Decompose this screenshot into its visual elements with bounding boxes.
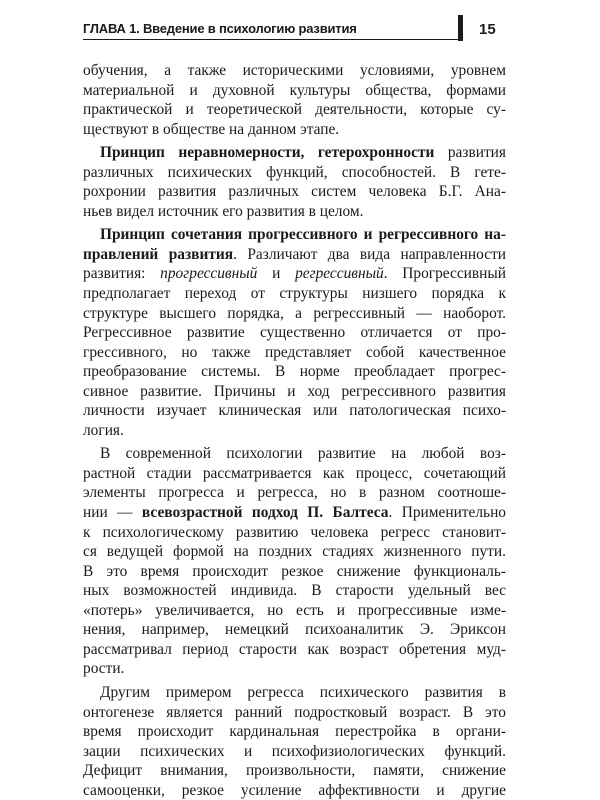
text-segment: нения, например, немецкий психоаналитик Э. Эриксон <box>83 621 506 639</box>
text-segment: онтогенезе является ранний подростковый возраст. В это <box>83 703 506 721</box>
text-segment: В современной психологии развитие на любой воз- <box>100 445 506 463</box>
text-line <box>83 722 506 742</box>
text-segment: личности изучает клиническая или патологическая психо- <box>83 402 506 420</box>
text-line <box>83 640 506 660</box>
text-segment: В это время происходит резкое снижение функциональ- <box>83 562 506 580</box>
bold-term: всевозрастной подход П. Балтеса <box>141 504 389 522</box>
text-segment: элементы прогресса и регресса, но в разном соотноше- <box>83 484 506 502</box>
italic-term: прогрессивный <box>160 265 258 283</box>
text-line <box>83 120 506 140</box>
text-segment: . Различают два вида направленности <box>233 245 506 263</box>
text-line <box>83 761 506 781</box>
text-line <box>83 61 506 81</box>
text-segment: к психологическому развитию человека регресс становит- <box>83 523 506 541</box>
text-segment: растной стадии рассматривается как процесс, сочетающий <box>83 464 506 482</box>
text-line <box>83 483 506 503</box>
text-line <box>83 601 506 621</box>
text-segment: . Прогрессивный <box>383 265 506 283</box>
text-line <box>83 382 506 402</box>
text-segment: рохронии развития различных систем человека Б.Г. Ана- <box>83 183 506 201</box>
paragraph <box>83 61 506 139</box>
text-line <box>83 343 506 363</box>
chapter-title: ГЛАВА 1. Введение в психологию развития <box>83 21 357 36</box>
text-line <box>83 703 506 723</box>
text-line <box>83 781 506 800</box>
header-bar <box>458 15 463 41</box>
text-line <box>83 323 506 343</box>
text-line <box>83 523 506 543</box>
text-line <box>83 81 506 101</box>
paragraph <box>83 143 506 221</box>
bold-term: Принцип сочетания прогрессивного и регрессивного на- <box>100 226 506 244</box>
text-segment: самооценки, резкое усиление аффективности и другие <box>83 781 506 799</box>
text-line <box>83 659 506 679</box>
text-line <box>83 542 506 562</box>
text-segment: логия. <box>83 421 124 439</box>
text-segment: развития <box>434 144 506 162</box>
paragraph <box>83 683 506 800</box>
text-line <box>83 245 506 265</box>
text-segment: Регрессивное развитие существенно отличается от про- <box>83 324 506 342</box>
text-line <box>83 683 506 703</box>
text-line <box>83 581 506 601</box>
text-line <box>83 421 506 441</box>
text-line <box>83 264 506 284</box>
text-segment: обучения, а также историческими условиями, уровнем <box>83 62 506 79</box>
text-segment: ществуют в обществе на данном этапе. <box>83 120 340 138</box>
paragraph <box>83 225 506 440</box>
paragraph <box>83 444 506 679</box>
text-line <box>83 401 506 421</box>
text-line <box>83 143 506 163</box>
text-segment: нии — <box>83 504 142 522</box>
running-header <box>83 17 463 40</box>
text-segment: Другим примером регресса психического развития в <box>100 683 506 701</box>
text-line <box>83 503 506 523</box>
text-segment: предполагает переход от структуры низшего порядка к <box>83 285 506 303</box>
text-line <box>83 362 506 382</box>
text-line <box>83 225 506 245</box>
text-segment: различных психических функций, способностей. В гете- <box>83 163 506 181</box>
text-segment: «потерь» увеличивается, но есть и прогрессивные изме- <box>83 601 506 619</box>
text-segment: время происходит кардинальная перестройка в органи- <box>83 723 506 741</box>
text-segment: . Применительно <box>388 504 506 522</box>
text-line <box>83 202 506 222</box>
text-segment: преобразование системы. В норме преобладает прогрес- <box>83 363 506 381</box>
text-segment: ся ведущей формой на поздних стадиях жизненного пути. <box>83 543 506 561</box>
text-segment: ных возможностей индивида. В старости удельный вес <box>83 582 506 600</box>
text-segment: рости. <box>83 660 125 678</box>
text-segment: рассматривал период старости как возраст обретения муд- <box>83 640 506 658</box>
text-segment: материальной и духовной культуры общества, формами <box>83 81 506 99</box>
text-line <box>83 304 506 324</box>
text-segment: ньев видел источник его развития в целом. <box>83 202 364 220</box>
text-segment: структуре высшего порядка, а регрессивный — наоборот. <box>83 304 506 322</box>
text-line <box>83 562 506 582</box>
text-segment: сивное развитие. Причины и ход регрессивного развития <box>83 382 506 400</box>
text-segment: зации психических и психофизиологических функций. <box>83 742 506 760</box>
text-segment: грессивного, но также представляет собой качественное <box>83 343 506 361</box>
text-line <box>83 742 506 762</box>
text-segment: развития: <box>83 265 161 283</box>
text-line <box>83 444 506 464</box>
italic-term: регрессивный <box>295 265 384 283</box>
text-segment: и <box>257 265 296 283</box>
page-number: 15 <box>479 21 496 38</box>
text-segment: практической и теоретической деятельности, которые су- <box>83 101 506 119</box>
bold-term: Принцип неравномерности, гетерохронности <box>100 144 435 162</box>
text-line <box>83 163 506 183</box>
text-line <box>83 100 506 120</box>
text-line <box>83 464 506 484</box>
text-line <box>83 284 506 304</box>
bold-term: правлений развития <box>83 245 234 263</box>
text-line <box>83 182 506 202</box>
text-line <box>83 620 506 640</box>
text-segment: Дефицит внимания, произвольности, памяти, снижение <box>83 762 506 780</box>
body-text <box>83 61 506 800</box>
